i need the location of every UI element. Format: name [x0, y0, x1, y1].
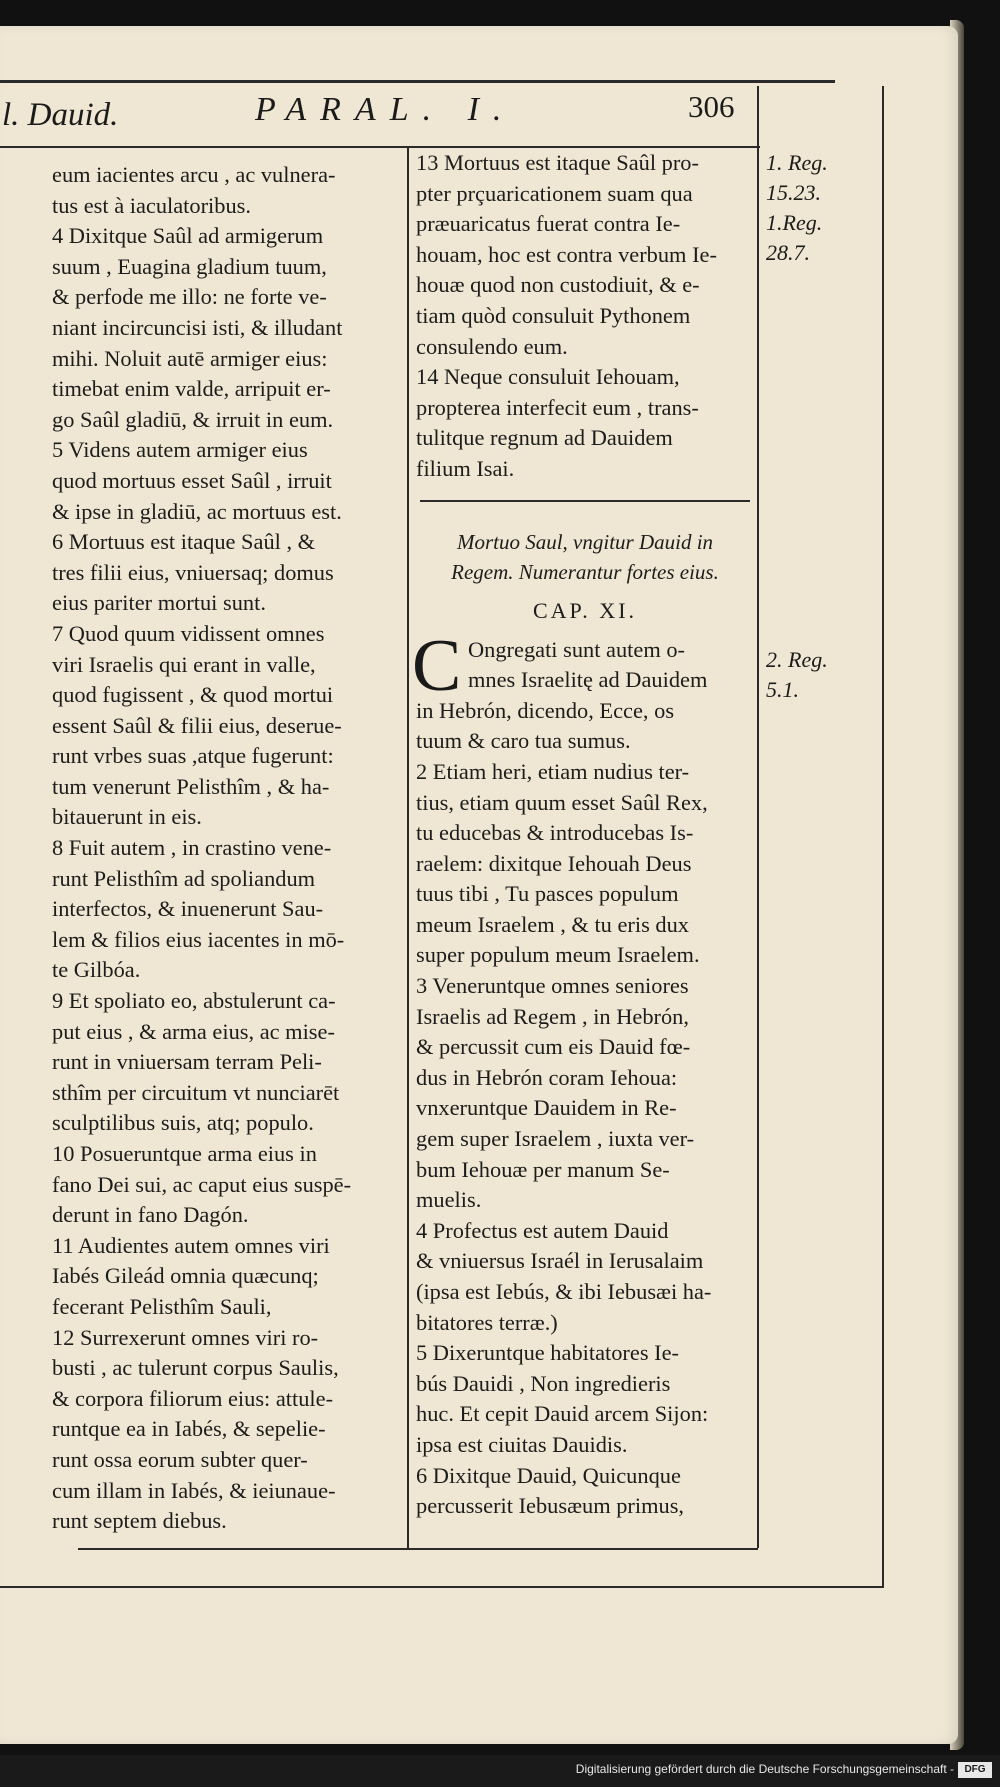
- text-line: eum iacientes arcu , ac vulnera-: [52, 162, 336, 187]
- margin-reference: 1. Reg.: [766, 150, 828, 175]
- right-text-border: [757, 86, 759, 1548]
- text-line: lem & filios eius iacentes in mō-: [52, 926, 345, 952]
- text-line: dus in Hebrón coram Iehoua:: [416, 1064, 678, 1090]
- text-line: runt ossa eorum subter quer-: [52, 1446, 308, 1472]
- text-line: ipsa est ciuitas Dauidis.: [416, 1431, 628, 1457]
- text-line: 6 Mortuus est itaque Saûl , &: [52, 529, 316, 555]
- text-line: Ongregati sunt autem o-: [468, 636, 686, 662]
- text-line: præuaricatus fuerat contra Ie-: [416, 211, 681, 237]
- text-line: & perfode me illo: ne forte ve-: [52, 284, 327, 310]
- margin-reference: 28.7.: [766, 240, 810, 265]
- text-line: muelis.: [416, 1187, 482, 1213]
- text-line: 8 Fuit autem , in crastino vene-: [52, 835, 332, 861]
- text-line: interfectos, & inuenerunt Sau-: [52, 896, 324, 922]
- text-line: runt in vniuersam terram Peli-: [52, 1049, 322, 1075]
- margin-reference: 5.1.: [766, 677, 799, 702]
- text-line: quod fugissent , & quod mortui: [52, 682, 334, 708]
- text-line: raelem: dixitque Iehouah Deus: [416, 850, 692, 876]
- text-line: derunt in fano Dagón.: [52, 1202, 249, 1228]
- text-line: tulitque regnum ad Dauidem: [416, 425, 673, 451]
- text-line: tu educebas & introducebas Is-: [416, 820, 694, 846]
- text-line: tuus tibi , Tu pasces populum: [416, 881, 679, 907]
- text-line: 5 Videns autem armiger eius: [52, 437, 308, 463]
- text-line: tius, etiam quum esset Saûl Rex,: [416, 789, 708, 815]
- text-line: Iabés Gileád omnia quæcunq;: [52, 1263, 319, 1289]
- text-line: in Hebrón, dicendo, Ecce, os: [416, 697, 675, 723]
- text-line: 13 Mortuus est itaque Saûl pro-: [416, 150, 699, 175]
- text-line: meum Israelem , & tu eris dux: [416, 911, 689, 937]
- text-line: 11 Audientes autem omnes viri: [52, 1232, 330, 1258]
- text-line: runt Pelisthîm ad spoliandum: [52, 865, 316, 891]
- text-line: cum illam in Iabés, & ieiunaue-: [52, 1477, 336, 1503]
- left-text-column: [52, 160, 402, 1537]
- text-line: 5 Dixeruntque habitatores Ie-: [416, 1340, 679, 1366]
- text-line: 7 Quod quum vidissent omnes: [52, 620, 325, 646]
- footer-credit: Digitalisierung gefördert durch die Deutsche Forschungsgemeinschaft -: [575, 1762, 954, 1776]
- text-line: houæ quod non custodiuit, & e-: [416, 272, 700, 298]
- text-line: put eius , & arma eius, ac mise-: [52, 1018, 335, 1044]
- margin-reference: 1.Reg.: [766, 210, 823, 235]
- text-line: mnes Israelitę ad Dauidem: [468, 667, 708, 693]
- text-line: 4 Profectus est autem Dauid: [416, 1217, 669, 1243]
- text-line: & corpora filiorum eius: attule-: [52, 1385, 334, 1411]
- column-divider: [407, 148, 409, 1548]
- footer-rule: [78, 1548, 758, 1550]
- text-line: percusserit Iebusæum primus,: [416, 1493, 685, 1519]
- running-title-left: l. Dauid.: [2, 97, 119, 133]
- page-number: 306: [688, 89, 735, 124]
- text-line: 12 Surrexerunt omnes viri ro-: [52, 1324, 319, 1350]
- text-line: tiam quòd consuluit Pythonem: [416, 302, 691, 328]
- running-header: [0, 85, 760, 145]
- text-line: sculptilibus suis, atq; populo.: [52, 1110, 314, 1136]
- text-line: essent Saûl & filii eius, deserue-: [52, 712, 342, 738]
- text-line: fano Dei sui, ac caput eius suspē-: [52, 1171, 352, 1197]
- text-line: 4 Dixitque Saûl ad armigerum: [52, 223, 324, 249]
- dfg-logo: DFG: [958, 1762, 992, 1778]
- text-line: 10 Posueruntque arma eius in: [52, 1141, 317, 1166]
- text-line: tuum & caro tua sumus.: [416, 728, 631, 754]
- text-line: gem super Israelem , iuxta ver-: [416, 1126, 695, 1152]
- book-title: PARAL. I.: [255, 91, 516, 128]
- text-line: niant incircuncisi isti, & illudant: [52, 314, 343, 340]
- text-line: sthîm per circuitum vt nunciarēt: [52, 1079, 340, 1105]
- text-line: tum venerunt Pelisthîm , & ha-: [52, 773, 330, 799]
- text-line: mihi. Noluit autē armiger eius:: [52, 345, 328, 371]
- text-line: viri Israelis qui erant in valle,: [52, 651, 316, 677]
- text-line: (ipsa est Iebús, & ibi Iebusæi ha-: [416, 1279, 712, 1304]
- text-line: 14 Neque consuluit Iehouam,: [416, 364, 680, 390]
- text-line: busti , ac tulerunt corpus Saulis,: [52, 1355, 339, 1381]
- text-line: eius pariter mortui sunt.: [52, 590, 266, 616]
- text-line: quod mortuus esset Saûl , irruit: [52, 467, 332, 493]
- chapter-opening: [412, 624, 754, 707]
- text-line: super populum meum Israelem.: [416, 942, 700, 968]
- text-line: Israelis ad Regem , in Hebrón,: [416, 1003, 689, 1029]
- text-line: 3 Veneruntque omnes seniores: [416, 973, 689, 999]
- text-line: runt septem diebus.: [52, 1508, 227, 1534]
- bottom-frame-rule: [0, 1586, 884, 1588]
- text-line: timebat enim valde, arripuit er-: [52, 376, 331, 402]
- text-line: te Gilbóa.: [52, 957, 141, 983]
- right-text-column: [412, 148, 754, 1522]
- text-line: 6 Dixitque Dauid, Quicunque: [416, 1462, 681, 1488]
- chapter-summary-line-1: Mortuo Saul, vngitur Dauid in: [456, 529, 714, 554]
- outer-border-right: [882, 86, 884, 1586]
- text-line: houam, hoc est contra verbum Ie-: [416, 241, 717, 267]
- chapter-summary-line-2: Regem. Numerantur fortes eius.: [451, 559, 719, 584]
- text-line: vnxeruntque Dauidem in Re-: [416, 1095, 677, 1121]
- margin-notes-group-2: [766, 645, 828, 705]
- text-line: runtque ea in Iabés, & sepelie-: [52, 1416, 326, 1442]
- text-line: bitauerunt in eis.: [52, 804, 202, 830]
- text-line: consulendo eum.: [416, 333, 568, 359]
- text-line: go Saûl gladiū, & irruit in eum.: [52, 406, 334, 432]
- text-line: huc. Et cepit Dauid arcem Sijon:: [416, 1401, 709, 1427]
- text-line: & vniuersus Israél in Ierusalaim: [416, 1248, 704, 1274]
- header-rule: [0, 80, 835, 83]
- text-line: fecerant Pelisthîm Sauli,: [52, 1293, 272, 1319]
- text-line: 2 Etiam heri, etiam nudius ter-: [416, 758, 690, 784]
- text-line: bitatores terræ.): [416, 1309, 558, 1335]
- text-line: 9 Et spoliato eo, abstulerunt ca-: [52, 988, 336, 1014]
- text-line: bum Iehouæ per manum Se-: [416, 1156, 670, 1182]
- drop-capital: C: [412, 624, 462, 707]
- text-line: suum , Euagina gladium tuum,: [52, 253, 327, 279]
- chapter-heading: CAP. XI.: [532, 597, 638, 623]
- text-line: runt vrbes suas ,atque fugerunt:: [52, 743, 334, 769]
- text-line: bús Dauidi , Non ingredieris: [416, 1370, 671, 1396]
- margin-reference: 15.23.: [766, 180, 821, 205]
- text-line: tus est à iaculatoribus.: [52, 192, 251, 218]
- text-line: & percussit cum eis Dauid fœ-: [416, 1034, 691, 1060]
- text-line: propterea interfecit eum , trans-: [416, 394, 699, 420]
- text-line: pter prçuaricationem suam qua: [416, 180, 693, 206]
- text-line: & ipse in gladiū, ac mortuus est.: [52, 498, 342, 524]
- margin-notes-group-1: [766, 148, 828, 268]
- margin-reference: 2. Reg.: [766, 647, 828, 672]
- digitization-footer: [0, 1755, 1000, 1787]
- text-line: filium Isai.: [416, 455, 515, 481]
- text-line: tres filii eius, vniuersaq; domus: [52, 559, 334, 585]
